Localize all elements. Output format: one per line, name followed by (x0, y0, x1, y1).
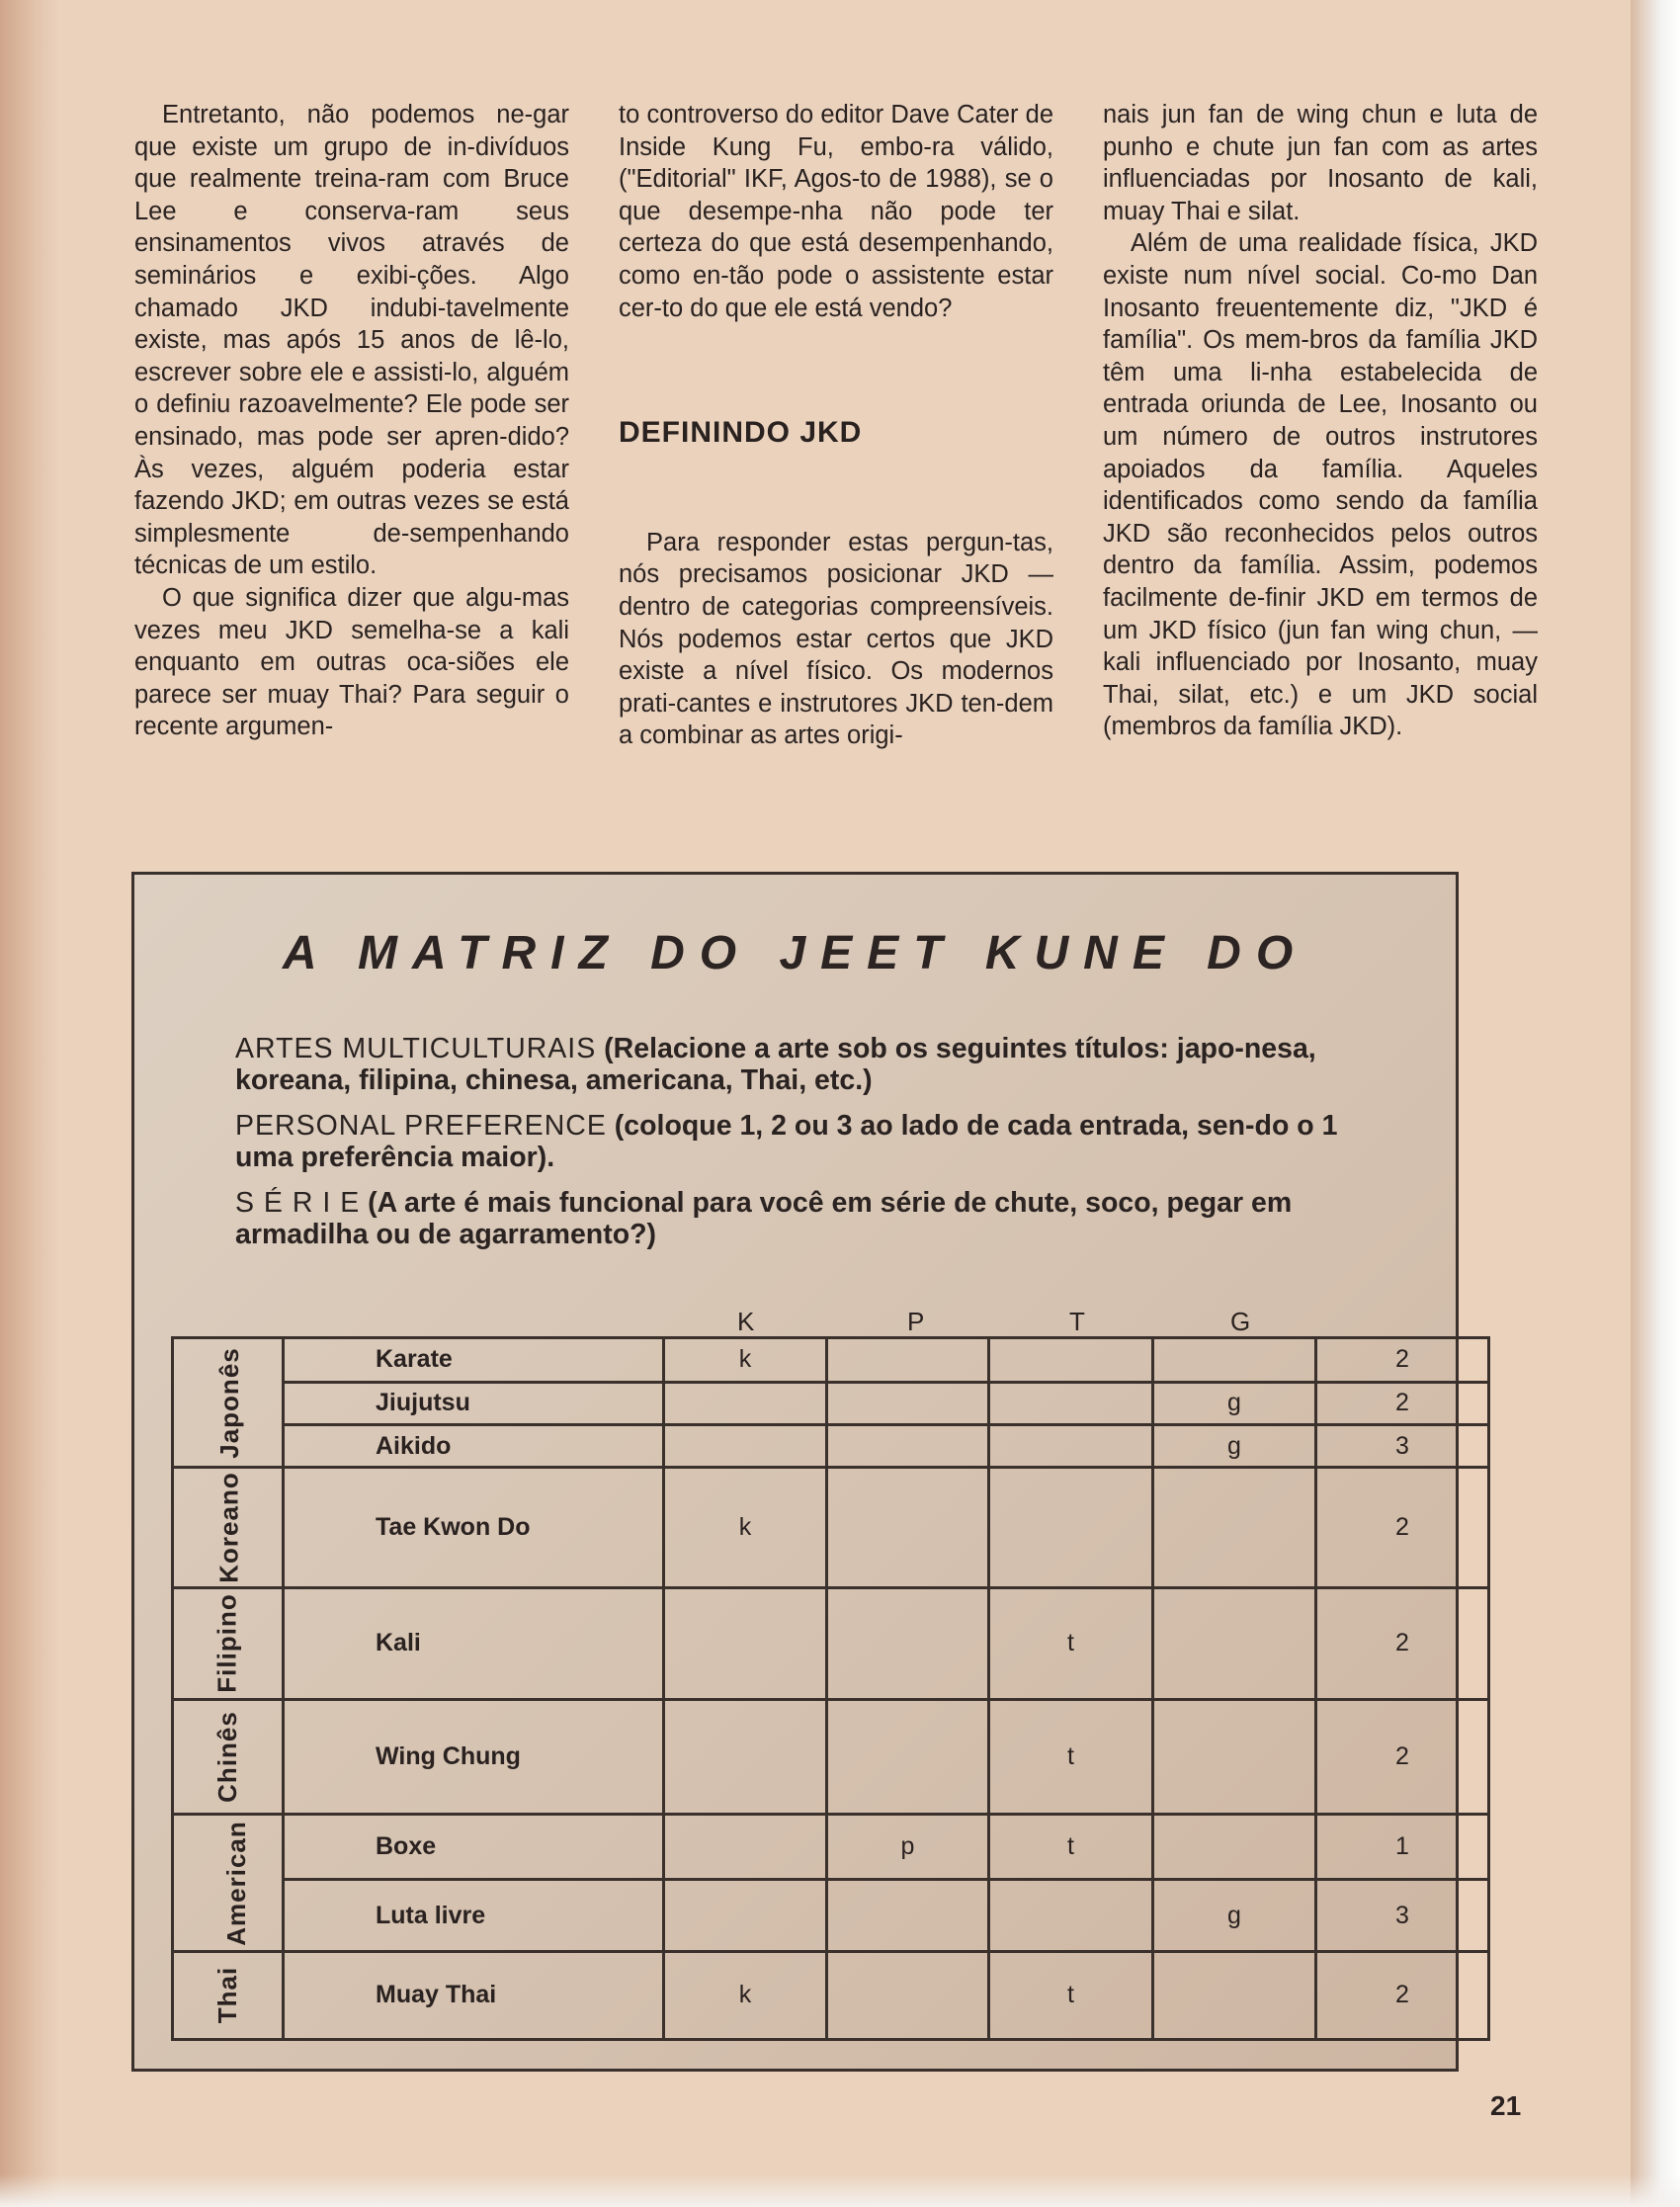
mark-g (1153, 1700, 1316, 1815)
group-cell-thai (173, 1951, 284, 2039)
art-name: Jiujutsu (284, 1382, 664, 1424)
mark-k: k (664, 1468, 827, 1587)
mark-g: g (1153, 1382, 1316, 1424)
group-cell-chines (173, 1700, 284, 1815)
page-shadow-left (0, 0, 59, 2207)
section-heading: DEFININDO JKD (619, 416, 863, 450)
mark-p (827, 1468, 989, 1587)
column-letter-p: P (907, 1307, 925, 1336)
art-name: Muay Thai (284, 1951, 664, 2039)
art-name: Tae Kwon Do (284, 1468, 664, 1587)
mark-t: t (989, 1951, 1153, 2039)
table-row (173, 1951, 1489, 2039)
art-name: Karate (284, 1338, 664, 1383)
mark-k (664, 1424, 827, 1467)
mark-t (989, 1382, 1153, 1424)
instruction-item (235, 1110, 1382, 1173)
article-columns (134, 99, 1538, 820)
mark-p (827, 1700, 989, 1815)
instruction-keyword: S É R I E (235, 1187, 361, 1219)
mark-t: t (989, 1700, 1153, 1815)
column-letters (134, 1307, 1456, 1340)
group-label: Chinês (212, 1711, 242, 1804)
mark-k (664, 1382, 827, 1424)
preference-value: 2 (1316, 1468, 1489, 1587)
group-label: American (220, 1820, 251, 1946)
table-row (173, 1468, 1489, 1587)
matrix-instructions (235, 1033, 1382, 1264)
mark-t: t (989, 1815, 1153, 1880)
instruction-keyword: PERSONAL PREFERENCE (235, 1110, 607, 1142)
mark-k: k (664, 1338, 827, 1383)
instruction-item (235, 1033, 1382, 1096)
mark-g (1153, 1338, 1316, 1383)
paragraph: Para responder estas pergun-tas, nós precisamos posicionar JKD — dentro de categorias compreensíveis. Nós podemos estar certos que JKD existe a nível físico. Os modernos prati-cantes e instrutores JKD ten-dem a combinar as artes origi- (619, 528, 1053, 750)
instruction-text: (A arte é mais funcional para você em série de chute, soco, pegar em armadilha ou de agarramento?) (235, 1187, 1293, 1250)
art-name: Wing Chung (284, 1700, 664, 1815)
mark-g: g (1153, 1424, 1316, 1467)
mark-k: k (664, 1951, 827, 2039)
mark-p: p (827, 1815, 989, 1880)
page-edge-right (1631, 0, 1680, 2207)
mark-t: t (989, 1587, 1153, 1699)
column-letter-g: G (1230, 1307, 1251, 1336)
preference-value: 2 (1316, 1951, 1489, 2039)
mark-g (1153, 1951, 1316, 2039)
matrix-table (171, 1336, 1490, 2041)
preference-value: 3 (1316, 1880, 1489, 1952)
preference-value: 3 (1316, 1424, 1489, 1467)
table-row (173, 1700, 1489, 1815)
art-name: Aikido (284, 1424, 664, 1467)
column-letter-t: T (1069, 1307, 1085, 1336)
mark-t (989, 1468, 1153, 1587)
preference-value: 2 (1316, 1382, 1489, 1424)
instruction-text: (Relacione a arte sob os seguintes títulos: japo-nesa, koreana, filipina, chinesa, americana, Thai, etc.) (235, 1033, 1316, 1096)
mark-p (827, 1880, 989, 1952)
mark-k (664, 1587, 827, 1699)
column-letter-k: K (737, 1307, 755, 1336)
mark-t (989, 1338, 1153, 1383)
group-cell-japones (173, 1338, 284, 1468)
mark-p (827, 1338, 989, 1383)
table-row (173, 1815, 1489, 1880)
mark-g (1153, 1468, 1316, 1587)
mark-k (664, 1815, 827, 1880)
mark-g (1153, 1815, 1316, 1880)
mark-g (1153, 1587, 1316, 1699)
mark-k (664, 1700, 827, 1815)
mark-p (827, 1382, 989, 1424)
instruction-text: (coloque 1, 2 ou 3 ao lado de cada entrada, sen-do o 1 uma preferência maior). (235, 1110, 1338, 1173)
table-row (173, 1338, 1489, 1383)
table-row (173, 1424, 1489, 1467)
mark-p (827, 1951, 989, 2039)
mark-p (827, 1587, 989, 1699)
art-name: Kali (284, 1587, 664, 1699)
paragraph: Além de uma realidade física, JKD existe num nível social. Co-mo Dan Inosanto freuentemente diz, "JKD é família". Os mem-bros da família JKD têm uma li-nha estabelecida de entrada oriunda de Lee, Inosanto ou um número de outros instrutores apoiados da família. Aqueles identificados como sendo da família JKD são reconhecidos pelos outros dentro da família. Assim, podemos facilmente de-finir JKD em termos de um JKD físico (jun fan wing chun, — kali influenciado por Inosanto, muay Thai, silat, etc.) e um JKD social (membros da família JKD). (1103, 229, 1538, 741)
group-cell-american (173, 1815, 284, 1952)
preference-value: 2 (1316, 1587, 1489, 1699)
group-label: Filipino (211, 1593, 242, 1694)
mark-t (989, 1424, 1153, 1467)
paragraph: Entretanto, não podemos ne-gar que existe um grupo de in-divíduos que realmente treina-ram com Bruce Lee e conserva-ram seus ensinamentos vivos através de seminários e exibi-ções. Algo chamado JKD indubi-tavelmente existe, mas após 15 anos de lê-lo, escrever sobre ele e assisti-lo, alguém o definiu razoavelmente? Ele pode ser ensinado, mas pode ser apren-dido? Às vezes, alguém poderia estar fazendo JKD; em outras vezes se está simplesmente de-sempenhando técnicas de um estilo. (134, 101, 569, 580)
page-number: 21 (1490, 2090, 1522, 2121)
table-row (173, 1587, 1489, 1699)
preference-value: 2 (1316, 1700, 1489, 1815)
text-column-3 (1103, 99, 1538, 743)
mark-t (989, 1880, 1153, 1952)
group-label: Japonês (213, 1346, 244, 1459)
preference-value: 1 (1316, 1815, 1489, 1880)
mark-g: g (1153, 1880, 1316, 1952)
group-cell-koreano (173, 1468, 284, 1587)
group-cell-filipino (173, 1587, 284, 1699)
instruction-item (235, 1187, 1382, 1250)
mark-p (827, 1424, 989, 1467)
art-name: Boxe (284, 1815, 664, 1880)
text-column-1 (134, 99, 569, 743)
paragraph: to controverso do editor Dave Cater de Inside Kung Fu, embo-ra válido, ("Editorial" IKF, Agos-to de 1988), se o que desempe-nha não pode ter certeza do que está desempenhando, como en-tão pode o assistente estar cer-to do que ele está vendo? (619, 101, 1053, 322)
group-label: Koreano (213, 1472, 244, 1583)
table-row (173, 1880, 1489, 1952)
art-name: Luta livre (284, 1880, 664, 1952)
preference-value: 2 (1316, 1338, 1489, 1383)
paragraph: O que significa dizer que algu-mas vezes meu JKD semelha-se a kali enquanto em outras oca-siões ele parece ser muay Thai? Para seguir o recente argumen- (134, 583, 569, 741)
text-column-2 (619, 99, 1053, 752)
matrix-title: A MATRIZ DO JEET KUNE DO (282, 927, 1308, 979)
paragraph: nais jun fan de wing chun e luta de punho e chute jun fan com as artes influenciadas por Inosanto de kali, muay Thai e silat. (1103, 101, 1538, 225)
table-row (173, 1382, 1489, 1424)
matrix-box (131, 872, 1459, 2072)
page-bottom-edge (0, 2174, 1680, 2207)
instruction-keyword: ARTES MULTICULTURAIS (235, 1033, 597, 1064)
group-label: Thai (211, 1967, 242, 2024)
mark-k (664, 1880, 827, 1952)
